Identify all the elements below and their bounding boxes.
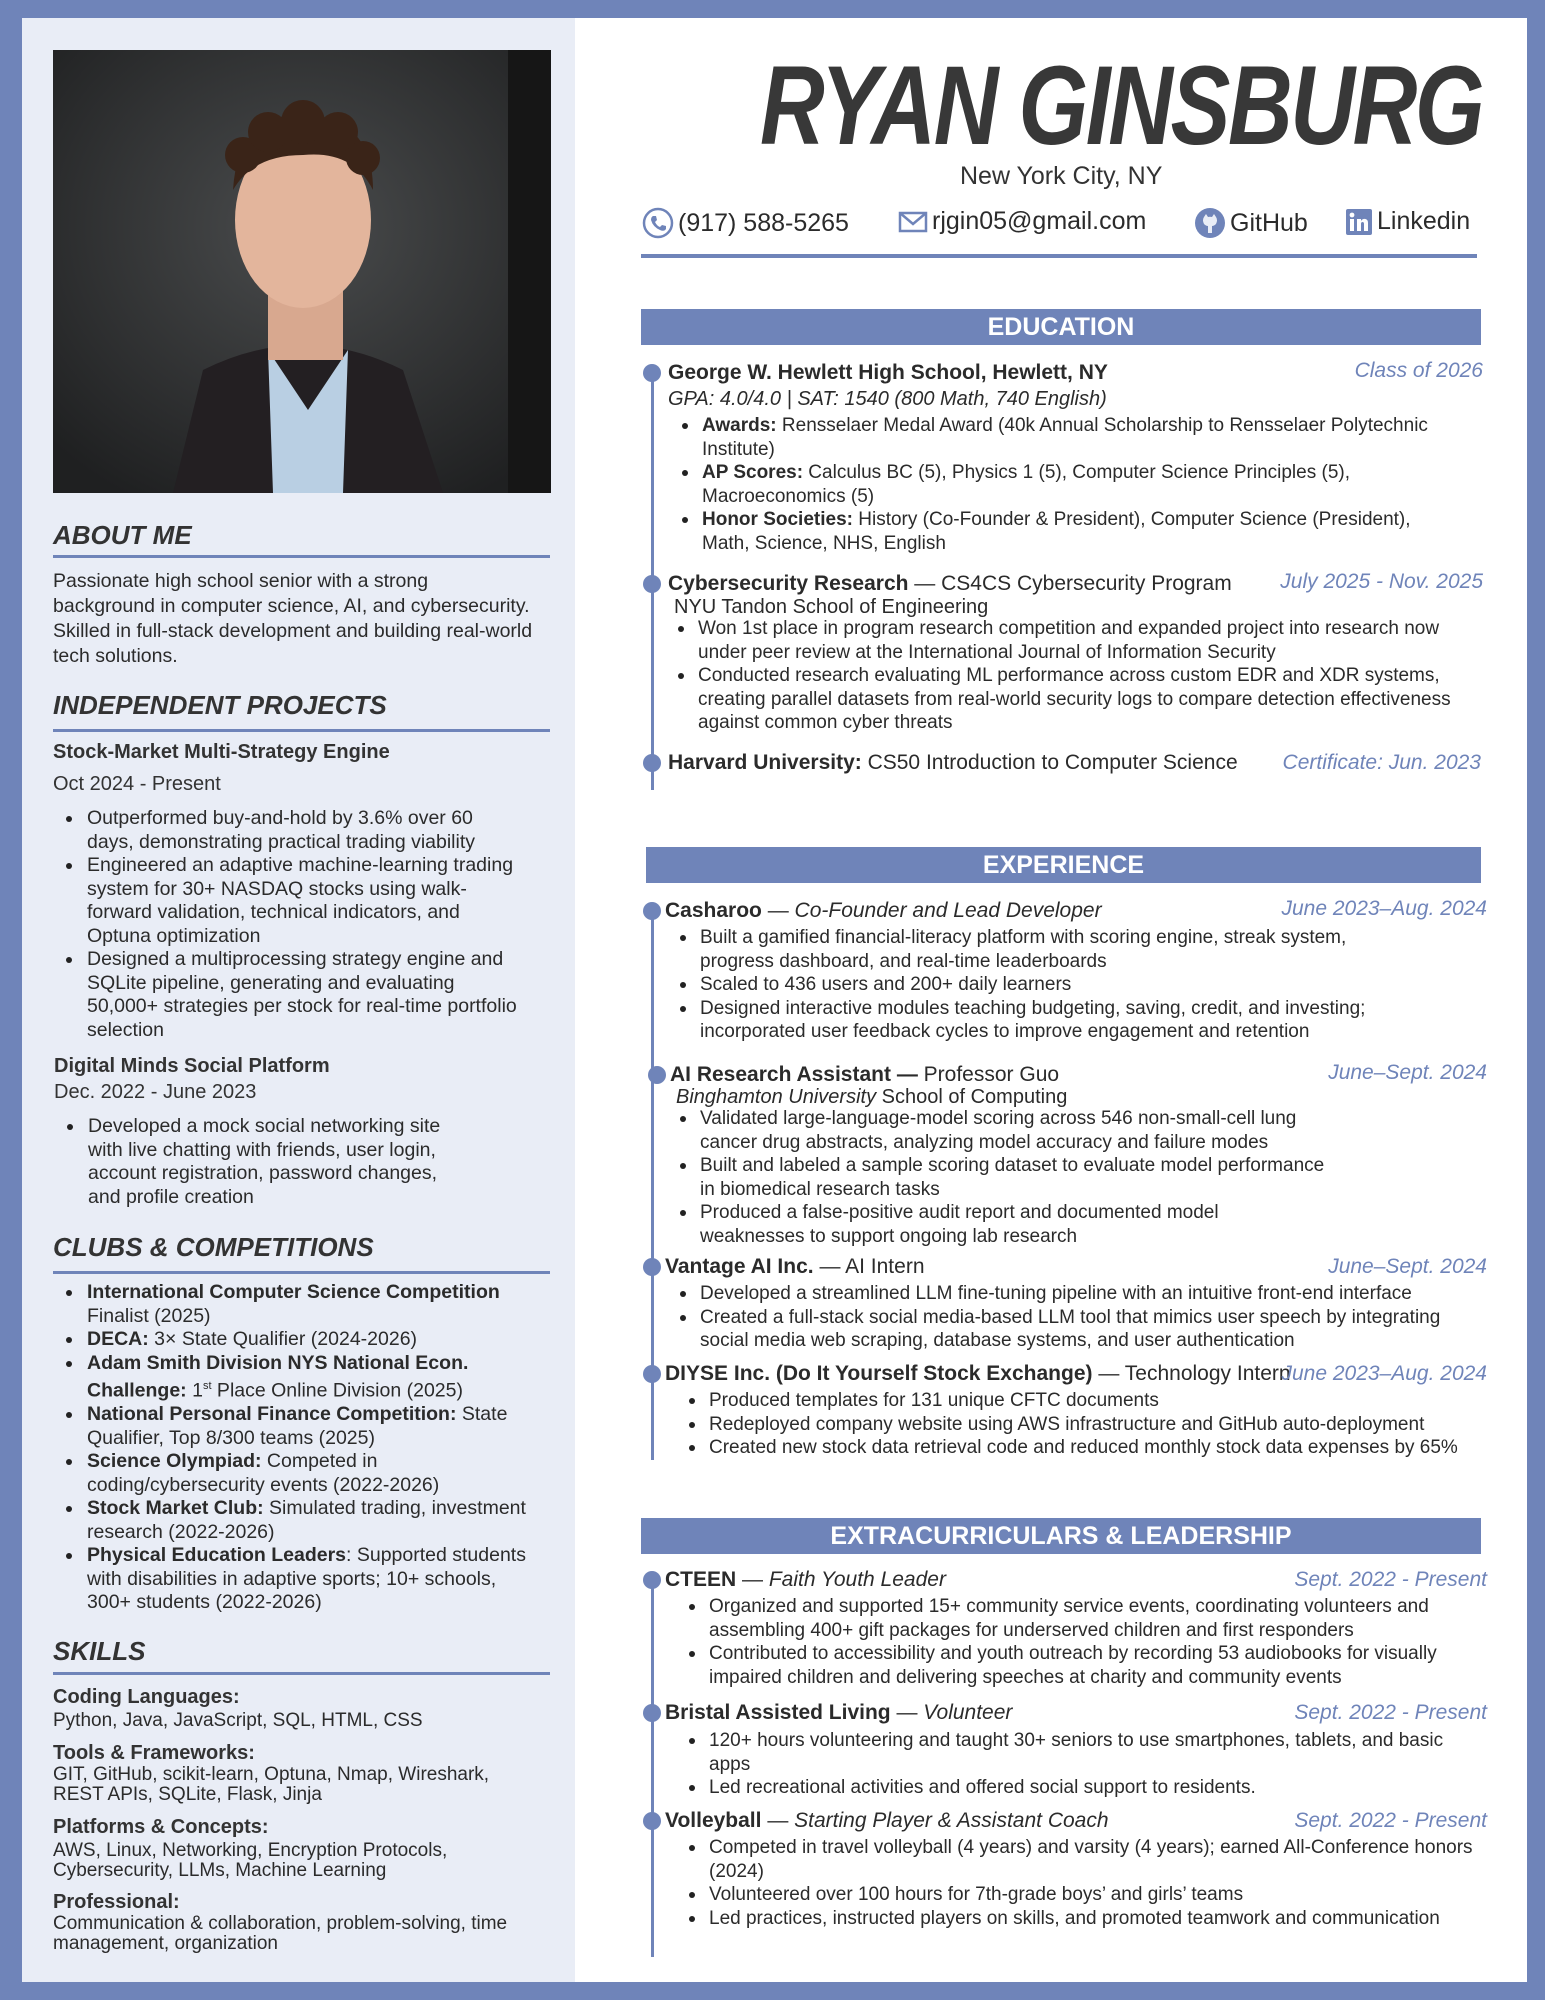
skill-label: Professional: (53, 1891, 180, 1913)
skill-value: Python, Java, JavaScript, SQL, HTML, CSS (53, 1710, 423, 1731)
education-heading: EDUCATION (641, 309, 1481, 345)
experience-heading: EXPERIENCE (646, 847, 1481, 883)
list-item: Led recreational activities and offered social support to residents. (677, 1776, 1467, 1800)
bottom-border (0, 1982, 1545, 2000)
job-bullets (668, 1282, 1478, 1353)
activity-title: CTEEN — Faith Youth Leader (665, 1568, 946, 1591)
timeline-dot (648, 1066, 666, 1084)
github-label: GitHub (1230, 208, 1308, 237)
project-bullets (53, 807, 523, 1042)
list-item: Validated large-language-model scoring across 546 non-small-cell lung cancer drug abstracts, analyzing model accuracy and failure modes (668, 1107, 1328, 1154)
skills-heading: SKILLS (53, 1636, 146, 1666)
list-item: Redeployed company website using AWS infrastructure and GitHub auto-deployment (677, 1413, 1487, 1437)
timeline-dot (643, 1571, 661, 1589)
list-item: Developed a streamlined LLM fine-tuning pipeline with an intuitive front-end interface (668, 1282, 1478, 1306)
list-item: Led practices, instructed players on skills, and promoted teamwork and communication (677, 1907, 1477, 1931)
about-heading: ABOUT ME (53, 520, 192, 550)
entry-date: June 2023–Aug. 2024 (1281, 897, 1487, 920)
list-item: National Personal Finance Competition: State Qualifier, Top 8/300 teams (2025) (53, 1403, 533, 1450)
skill-label: Coding Languages: (53, 1686, 240, 1708)
clubs-list (53, 1281, 533, 1615)
timeline-dot (643, 1704, 661, 1722)
timeline-dot (643, 1258, 661, 1276)
timeline-dot (643, 1365, 661, 1383)
entry-date: June–Sept. 2024 (1328, 1255, 1487, 1278)
entry-date: June 2023–Aug. 2024 (1281, 1362, 1487, 1385)
list-item: Created a full-stack social media-based LLM tool that mimics user speech by integrating social media web scraping, database systems, and user authentication (668, 1306, 1478, 1353)
list-item: Conducted research evaluating ML performance across custom EDR and XDR systems, creating parallel datasets from real-world security logs to compare detection effectiveness against common cyber threats (666, 664, 1476, 735)
list-item: Engineered an adaptive machine-learning trading system for 30+ NASDAQ stocks using walk-forward validation, technical indicators, and Optuna optimization (53, 854, 523, 948)
list-item: Contributed to accessibility and youth outreach by recording 53 audiobooks for visually impaired children and delivering speeches at charity and community events (677, 1642, 1487, 1689)
list-item: Outperformed buy-and-hold by 3.6% over 60 days, demonstrating practical trading viability (53, 807, 523, 854)
list-item: Organized and supported 15+ community service events, coordinating volunteers and assembling 400+ gift packages for underserved children and first responders (677, 1595, 1487, 1642)
list-item: DECA: 3× State Qualifier (2024-2026) (53, 1328, 533, 1352)
entry-date: Sept. 2022 - Present (1294, 1809, 1487, 1832)
list-item: Adam Smith Division NYS National Econ. Challenge: 1st Place Online Division (2025) (53, 1352, 533, 1404)
education-bullets (670, 414, 1460, 555)
job-bullets (668, 926, 1388, 1044)
about-rule (53, 555, 550, 558)
list-item: 120+ hours volunteering and taught 30+ seniors to use smartphones, tablets, and basic apps (677, 1729, 1467, 1776)
skill-label: Tools & Frameworks: (53, 1742, 255, 1764)
project-title: Stock-Market Multi-Strategy Engine (53, 741, 390, 763)
list-item: Physical Education Leaders: Supported students with disabilities in adaptive sports; 10+ schools, 300+ students (2022-2026) (53, 1544, 533, 1615)
skill-value: Communication & collaboration, problem-solving, time management, organization (53, 1913, 508, 1954)
list-item: AP Scores: Calculus BC (5), Physics 1 (5), Computer Science Principles (5), Macroeconomics (5) (670, 461, 1460, 508)
profile-photo (53, 50, 551, 493)
right-border (1527, 0, 1545, 2000)
entry-date: Sept. 2022 - Present (1294, 1701, 1487, 1724)
activity-bullets (677, 1836, 1477, 1930)
entry-date: Sept. 2022 - Present (1294, 1568, 1487, 1591)
list-item: Designed interactive modules teaching budgeting, saving, credit, and investing; incorporated user feedback cycles to improve engagement and retention (668, 997, 1388, 1044)
skill-value: AWS, Linux, Networking, Encryption Protocols, Cybersecurity, LLMs, Machine Learning (53, 1840, 448, 1881)
email-address: rjgin05@gmail.com (932, 207, 1147, 235)
clubs-rule (53, 1271, 550, 1274)
phone-number: (917) 588-5265 (678, 208, 849, 237)
school-name: George W. Hewlett High School, Hewlett, NY (668, 361, 1108, 384)
list-item: Scaled to 436 users and 200+ daily learners (668, 973, 1388, 997)
linkedin-link[interactable] (1345, 207, 1470, 236)
header-rule (641, 254, 1477, 258)
gpa-line: GPA: 4.0/4.0 | SAT: 1540 (800 Math, 740 English) (668, 388, 1107, 410)
entry-date: Class of 2026 (1354, 359, 1483, 382)
list-item: Produced templates for 131 unique CFTC documents (677, 1389, 1487, 1413)
list-item: Competed in travel volleyball (4 years) and varsity (4 years); earned All-Conference honors (2024) (677, 1836, 1477, 1883)
mail-icon (898, 210, 928, 234)
list-item: Produced a false-positive audit report and documented model weaknesses to support ongoing lab research (668, 1201, 1328, 1248)
clubs-heading: CLUBS & COMPETITIONS (53, 1232, 374, 1262)
linkedin-icon (1345, 208, 1373, 236)
activity-title: Bristal Assisted Living — Volunteer (665, 1701, 1013, 1724)
job-bullets (677, 1389, 1487, 1460)
projects-rule (53, 729, 550, 732)
job-title: Casharoo — Co-Founder and Lead Developer (665, 899, 1102, 922)
list-item: Built and labeled a sample scoring dataset to evaluate model performance in biomedical research tasks (668, 1154, 1328, 1201)
list-item: International Computer Science Competition Finalist (2025) (53, 1281, 533, 1328)
list-item: Science Olympiad: Competed in coding/cybersecurity events (2022-2026) (53, 1450, 533, 1497)
project-date: Oct 2024 - Present (53, 773, 221, 795)
entry-date: Certificate: Jun. 2023 (1282, 751, 1481, 774)
list-item: Designed a multiprocessing strategy engine and SQLite pipeline, generating and evaluating 50,000+ strategies per stock for real-time portfolio selection (53, 948, 523, 1042)
institution: NYU Tandon School of Engineering (674, 596, 989, 618)
research-title: Cybersecurity Research — CS4CS Cybersecurity Program (668, 572, 1232, 595)
institution: Binghamton University School of Computing (676, 1086, 1068, 1108)
list-item: Built a gamified financial-literacy platform with scoring engine, streak system, progress dashboard, and real-time leaderboards (668, 926, 1388, 973)
list-item: Volunteered over 100 hours for 7th-grade boys’ and girls’ teams (677, 1883, 1477, 1907)
about-text: Passionate high school senior with a strong background in computer science, AI, and cybersecurity. Skilled in full-stack development and building real-world tech solutions. (53, 570, 533, 667)
linkedin-label: Linkedin (1377, 207, 1471, 235)
top-border (0, 0, 1545, 18)
skill-label: Platforms & Concepts: (53, 1816, 269, 1838)
harvard-entry: Harvard University: CS50 Introduction to Computer Science (668, 751, 1238, 774)
timeline-dot (643, 1812, 661, 1830)
github-icon (1194, 207, 1226, 239)
location: New York City, NY (960, 162, 1163, 190)
candidate-name: RYAN GINSBURG (760, 43, 1483, 168)
list-item: Honor Societies: History (Co-Founder & President), Computer Science (President), Math, Science, NHS, English (670, 508, 1460, 555)
phone-contact[interactable] (642, 207, 849, 239)
activity-title: Volleyball — Starting Player & Assistant Coach (665, 1809, 1109, 1832)
job-title: AI Research Assistant — Professor Guo (670, 1063, 1060, 1086)
list-item: Stock Market Club: Simulated trading, investment research (2022-2026) (53, 1497, 533, 1544)
job-title: DIYSE Inc. (Do It Yourself Stock Exchange) — Technology Intern (665, 1362, 1291, 1385)
skill-value: GIT, GitHub, scikit-learn, Optuna, Nmap, Wireshark, REST APIs, SQLite, Flask, Jinja (53, 1764, 490, 1805)
activity-bullets (677, 1595, 1487, 1689)
phone-icon (642, 207, 674, 239)
research-bullets (666, 617, 1476, 735)
project-bullets (54, 1115, 474, 1209)
list-item: Won 1st place in program research competition and expanded project into research now under peer review at the International Journal of Information Security (666, 617, 1476, 664)
activity-bullets (677, 1729, 1467, 1800)
list-item: Developed a mock social networking site with live chatting with friends, user login, account registration, password changes, and profile creation (54, 1115, 474, 1209)
timeline-dot (643, 902, 661, 920)
project-date: Dec. 2022 - June 2023 (54, 1081, 257, 1103)
projects-heading: INDEPENDENT PROJECTS (53, 690, 387, 720)
job-bullets (668, 1107, 1328, 1248)
left-border (0, 0, 22, 2000)
skills-rule (53, 1672, 550, 1675)
list-item: Awards: Rensselaer Medal Award (40k Annual Scholarship to Rensselaer Polytechnic Institute) (670, 414, 1460, 461)
email-contact[interactable] (898, 207, 1146, 236)
github-link[interactable] (1194, 207, 1308, 239)
job-title: Vantage AI Inc. — AI Intern (665, 1255, 925, 1278)
extracurriculars-timeline (651, 1579, 654, 1957)
entry-date: June–Sept. 2024 (1328, 1061, 1487, 1084)
list-item: Created new stock data retrieval code and reduced monthly stock data expenses by 65% (677, 1436, 1487, 1460)
extracurriculars-heading: EXTRACURRICULARS & LEADERSHIP (641, 1518, 1481, 1554)
timeline-dot (643, 364, 661, 382)
entry-date: July 2025 - Nov. 2025 (1280, 570, 1483, 593)
project-title: Digital Minds Social Platform (54, 1055, 330, 1077)
timeline-dot (643, 575, 661, 593)
timeline-dot (643, 754, 661, 772)
